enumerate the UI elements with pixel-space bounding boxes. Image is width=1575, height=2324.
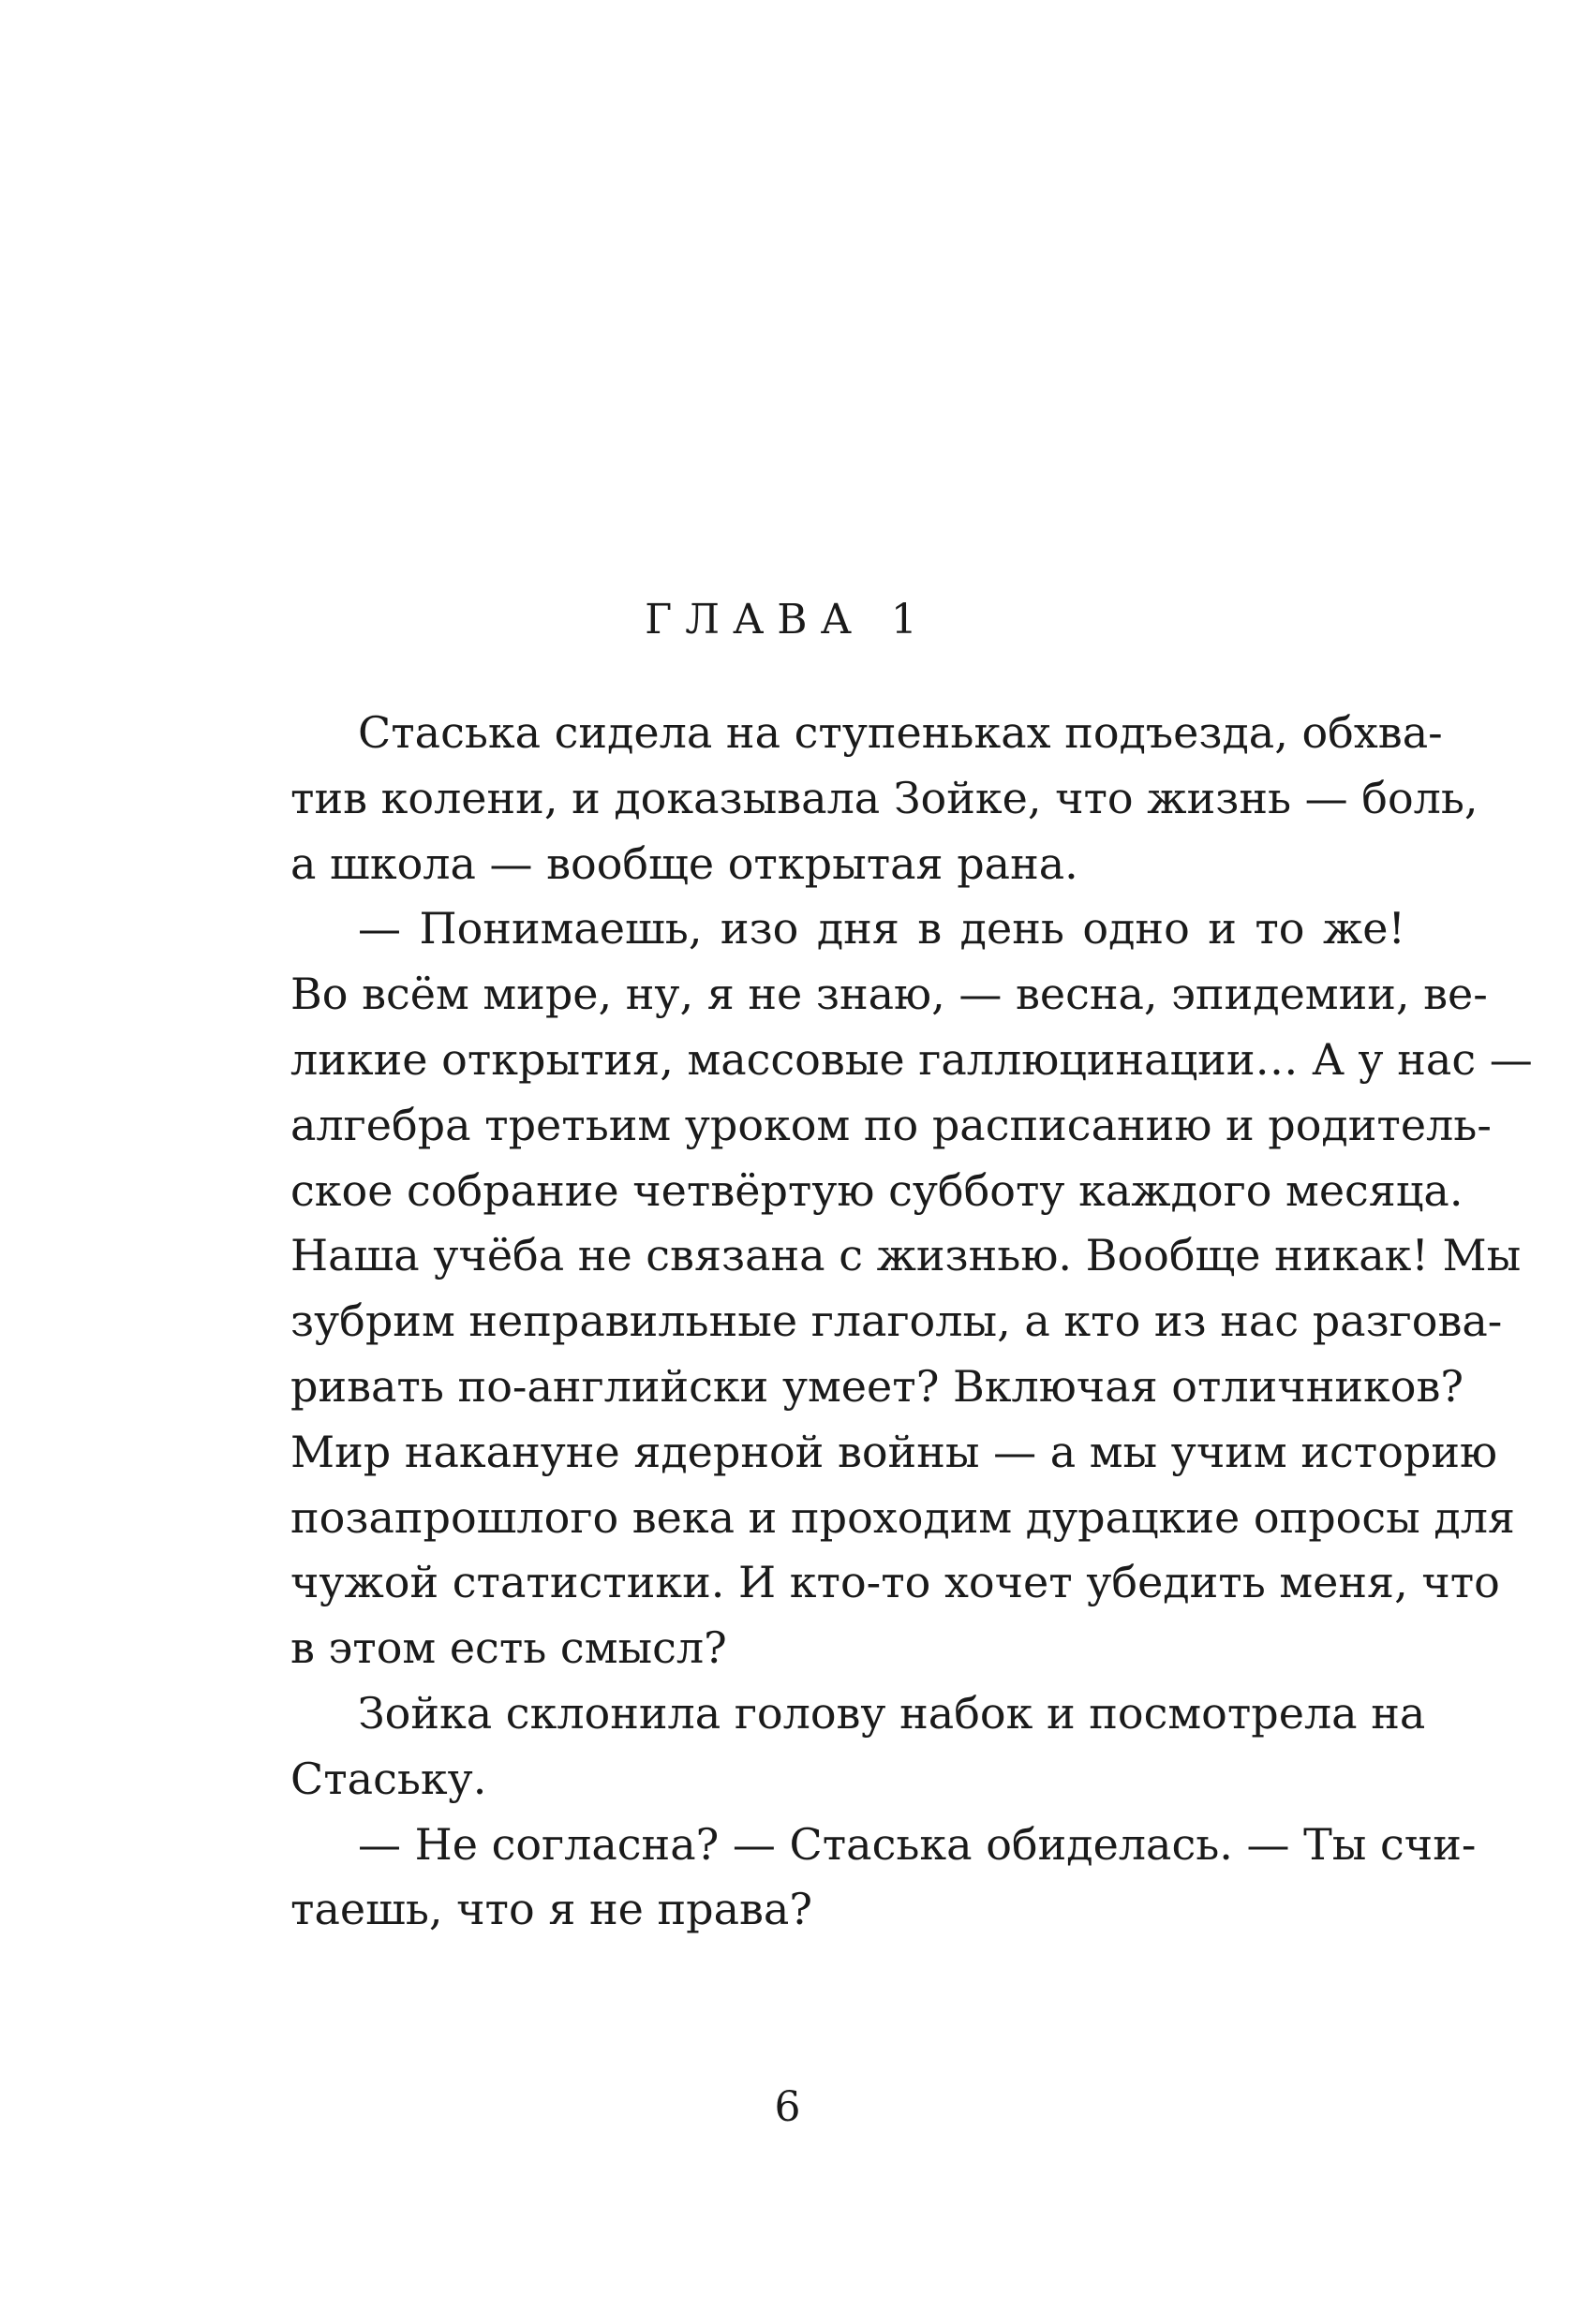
text-line: таешь, что я не права? [290,1884,812,1935]
text-line: Мир накануне ядерной войны — а мы учим историю [290,1426,1498,1477]
text-line: Стаська сидела на ступеньках подъезда, обхва- [358,707,1443,758]
text-line: — Понимаешь, изо дня в день одно и то же! [358,903,1405,955]
body-text [290,701,1533,1943]
text-line: Зойка склонила голову набок и посмотрела на [358,1687,1426,1739]
page-number: 6 [774,2083,801,2131]
text-line: Стаську. [290,1753,487,1804]
text-line: в этом есть смысл? [290,1622,727,1674]
text-line: ское собрание четвёртую субботу каждого месяца. [290,1164,1464,1216]
text-line: а школа — вообще открытая рана. [290,837,1078,889]
text-line: чужой статистики. И кто-то хочет убедить меня, что [290,1557,1500,1608]
text-line: позапрошлого века и проходим дурацкие опросы для [290,1491,1515,1543]
text-line: зубрим неправильные глаголы, а кто из нас разгова- [290,1295,1503,1347]
text-line: ривать по-английски умеет? Включая отличников? [290,1360,1464,1412]
text-line: тив колени, и доказывала Зойке, что жизнь — боль, [290,772,1478,823]
text-line: ликие открытия, массовые галлюцинации… А у нас — [290,1033,1533,1085]
chapter-title: ГЛАВА 1 [645,596,930,644]
text-line: алгебра третьим уроком по расписанию и родитель- [290,1099,1492,1150]
text-line: Наша учёба не связана с жизнью. Вообще никак! Мы [290,1230,1522,1281]
text-line: Во всём мире, ну, я не знаю, — весна, эпидемии, ве- [290,969,1488,1020]
text-line: — Не согласна? — Стаська обиделась. — Ты счи- [358,1818,1477,1870]
